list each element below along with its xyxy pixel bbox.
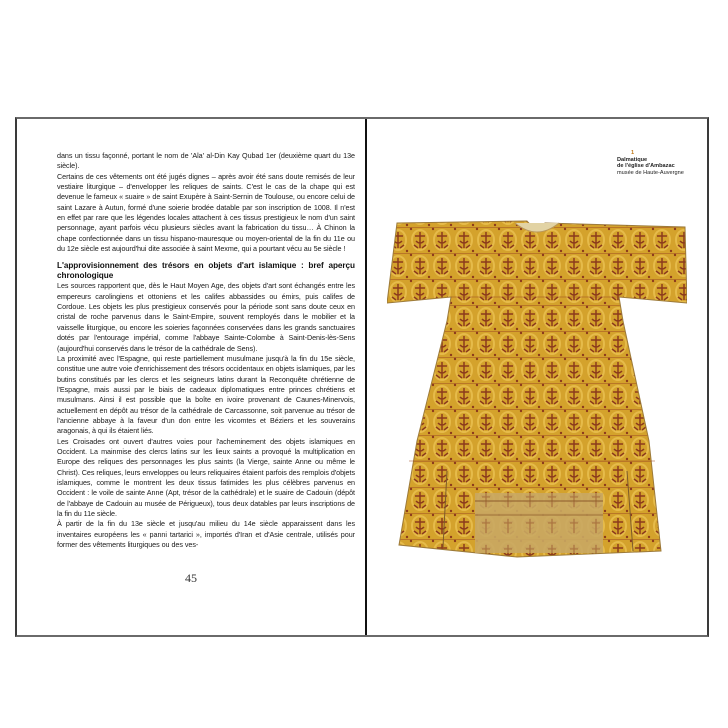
paragraph: Les Croisades ont ouvert d'autres voies pour l'acheminement des objets islamiques en Occident. La mainmise des clercs latins sur les lieux saints a provoqué la multiplication en Europe des reliques des personnages les plus saints (la Vierge, sainte Anne ou même le Christ). Ces reliques, leurs enveloppes ou leurs reliquaires étaient parfois des remplois d'objets islamiques, comme le montrent les deux tissus fatimides les plus célèbres parvenus en Occident : le voile de sainte Anne (Apt, trésor de la cathédrale) et le suaire de Cadouin (dépôt de l'abbaye de Cadouin au musée de Périgueux), tous deux datables par leurs inscriptions de la fin du 11e siècle. — [57, 436, 355, 518]
page-number: 45 — [185, 571, 197, 585]
figure-caption — [617, 150, 707, 176]
left-page — [17, 119, 365, 635]
caption-title: Dalmatique — [617, 156, 648, 163]
paragraph: dans un tissu façonné, portant le nom de 'Ala' al-Din Kay Qubad 1er (deuxième quart du 13e siècle). — [57, 151, 355, 171]
paragraph: La proximité avec l'Espagne, qui reste partiellement musulmane jusqu'à la fin du 15e siècle, constitue une autre voie d'enrichissement des trésors occidentaux en objets islamiques, par les butins constitués par les clercs et les seigneurs latins durant la Reconquête chrétienne de l'Espagne, mais aussi par le biais de cadeaux diplomatiques entre princes chrétiens et musulmans. Ainsi il est possible que la boîte en ivoire provenant de Caunes-Minervois, actuellement en dépôt au trésor de la cathédrale de Carcassonne, soit parvenue au trésor de l'ancienne abbaye à la faveur d'un don entre les vicomtes et Béziers et les souverains aragonais, à qui ils étaient liés. — [57, 353, 355, 436]
paragraph: Les sources rapportent que, dès le Haut Moyen Age, des objets d'art sont échangés entre les empereurs carolingiens et ottoniens et les califes abbassides ou émirs, puis califes de Cordoue. Les objets les plus prestigieux conservés pour la période sont sans doute ceux en cristal de roche parvenus dans le Saint-Empire, souvent remployés dans le mobilier et la vaisselle liturgique, ou encore les soieries façonnées conservées dans les grands sanctuaires dotés par l'entourage impérial, comme l'abbaye Sainte-Colombe à Saint-Denis-lès-Sens (aujourd'hui conservés dans le trésor de la cathédrale de Sens). — [57, 281, 355, 353]
left-text-column — [57, 151, 355, 550]
dalmatic-garment-image — [387, 201, 687, 561]
caption-location: musée de Haute-Auvergne — [617, 169, 684, 176]
paragraph: Certains de ces vêtements ont été jugés dignes – après avoir été sans doute remisés de leur vestiaire liturgique – d'envelopper les reliques de saints. C'est le cas de la chape qui est devenue le fameux « suaire » de saint Exupère à Saint-Sernin de Toulouse, ou encore celui de saint Lazare à Autun, formé d'une soierie brodée datable par son inscription de 1008. Il n'est en effet par rare que les légendes locales attachent à ces tissus prestigieux le nom d'un saint personnage, ayant parfois vécu plusieurs siècles avant la fabrication du tissu… À Chinon la chape confectionnée dans un tissu hispano-mauresque ou moyen-oriental de la fin du 11e ou du 12e siècle est aujourd'hui dite associée à saint Mexme, qui a pourtant vécu au 5e siècle ! — [57, 171, 355, 254]
caption-title-2: de l'église d'Ambazac — [617, 163, 675, 170]
section-heading: L'approvisionnement des trésors en objets d'art islamique : bref aperçu chronologique — [57, 261, 355, 281]
right-page — [367, 119, 707, 635]
open-book-spread — [15, 117, 709, 637]
caption-number: 1 — [631, 150, 635, 156]
paragraph: À partir de la fin du 13e siècle et jusqu'au milieu du 14e siècle apparaissent dans les inventaires européens les « panni tartarici », importés d'Iran et d'Asie centrale, utilisés pour former des vêtements liturgiques ou des ves- — [57, 519, 355, 550]
